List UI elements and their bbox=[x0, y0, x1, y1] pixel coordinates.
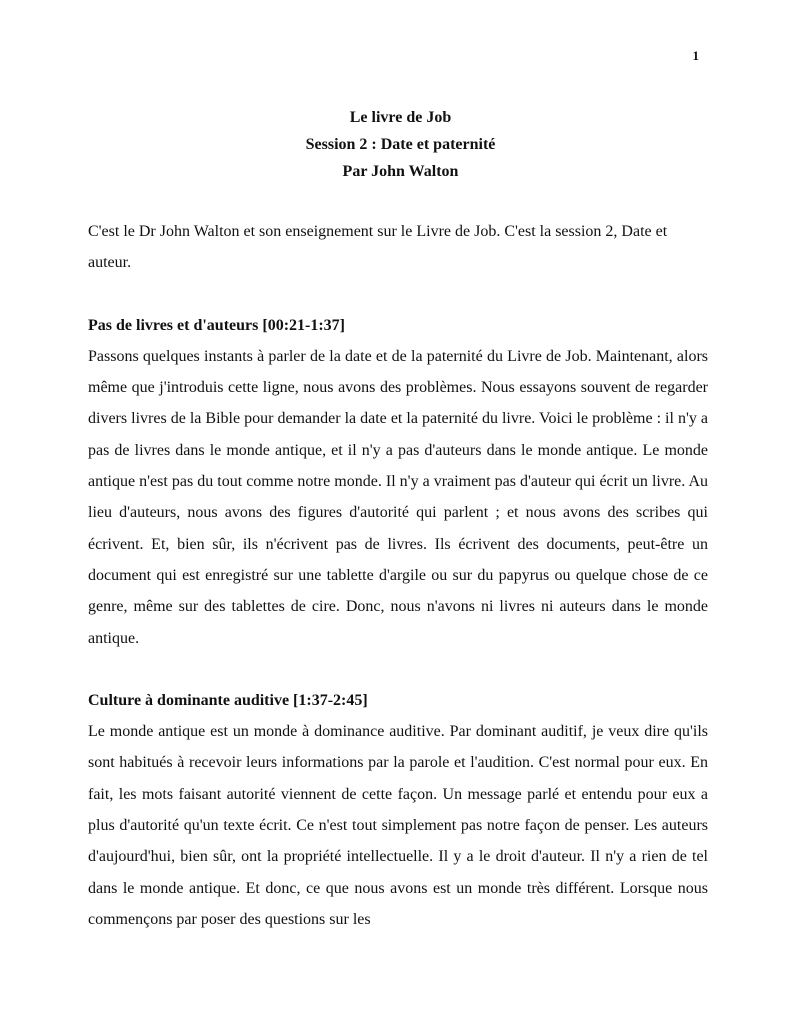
section-no-books-no-authors bbox=[88, 310, 708, 654]
document-title: Le livre de Job bbox=[349, 109, 452, 126]
section-heading: Pas de livres et d'auteurs [00:21-1:37] bbox=[88, 316, 345, 334]
section-auditory-culture bbox=[88, 685, 708, 935]
author-line: Par John Walton bbox=[342, 163, 459, 180]
intro-paragraph: C'est le Dr John Walton et son enseignement sur le Livre de Job. C'est la session 2, Date et auteur. bbox=[88, 223, 668, 272]
section-paragraph: Passons quelques instants à parler de la date et de la paternité du Livre de Job. Maintenant, alors même que j'introduis cette ligne, nous avons des problèmes. Nous essayons souvent de regarder divers livres de la Bible pour demander la date et la paternité du livre. Voici le problème : il n'y a pas de livres dans le monde antique, et il n'y a pas d'auteurs dans le monde antique. Le monde antique n'est pas du tout comme notre monde. Il n'y a vraiment pas d'auteur qui écrit un livre. Au lieu d'auteurs, nous avons des figures d'autorité qui parlent ; et nous avons des scribes qui écrivent. Et, bien sûr, ils n'écrivent pas de livres. Ils écrivent des documents, peut-être un document qui est enregistré sur une tablette d'argile ou sur du papyrus ou quelque chose de ce genre, même sur des tablettes de cire. Donc, nous n'avons ni livres ni auteurs dans le monde antique. bbox=[88, 347, 708, 647]
page-number: 1 bbox=[692, 48, 699, 63]
document-body bbox=[88, 216, 708, 966]
section-heading: Culture à dominante auditive [1:37-2:45] bbox=[88, 691, 368, 709]
document-title-block bbox=[0, 104, 791, 185]
section-paragraph: Le monde antique est un monde à dominance auditive. Par dominant auditif, je veux dire qu'ils sont habitués à recevoir leurs informations par la parole et l'audition. C'est normal pour eux. En fait, les mots faisant autorité viennent de cette façon. Un message parlé et entendu pour eux a plus d'autorité qu'un texte écrit. Ce n'est tout simplement pas notre façon de penser. Les auteurs d'aujourd'hui, bien sûr, ont la propriété intellectuelle. Il y a le droit d'auteur. Il n'y a rien de tel dans le monde antique. Et donc, ce que nous avons est un monde très différent. Lorsque nous commençons par poser des questions sur les bbox=[88, 723, 708, 928]
session-title: Session 2 : Date et paternité bbox=[305, 136, 496, 153]
